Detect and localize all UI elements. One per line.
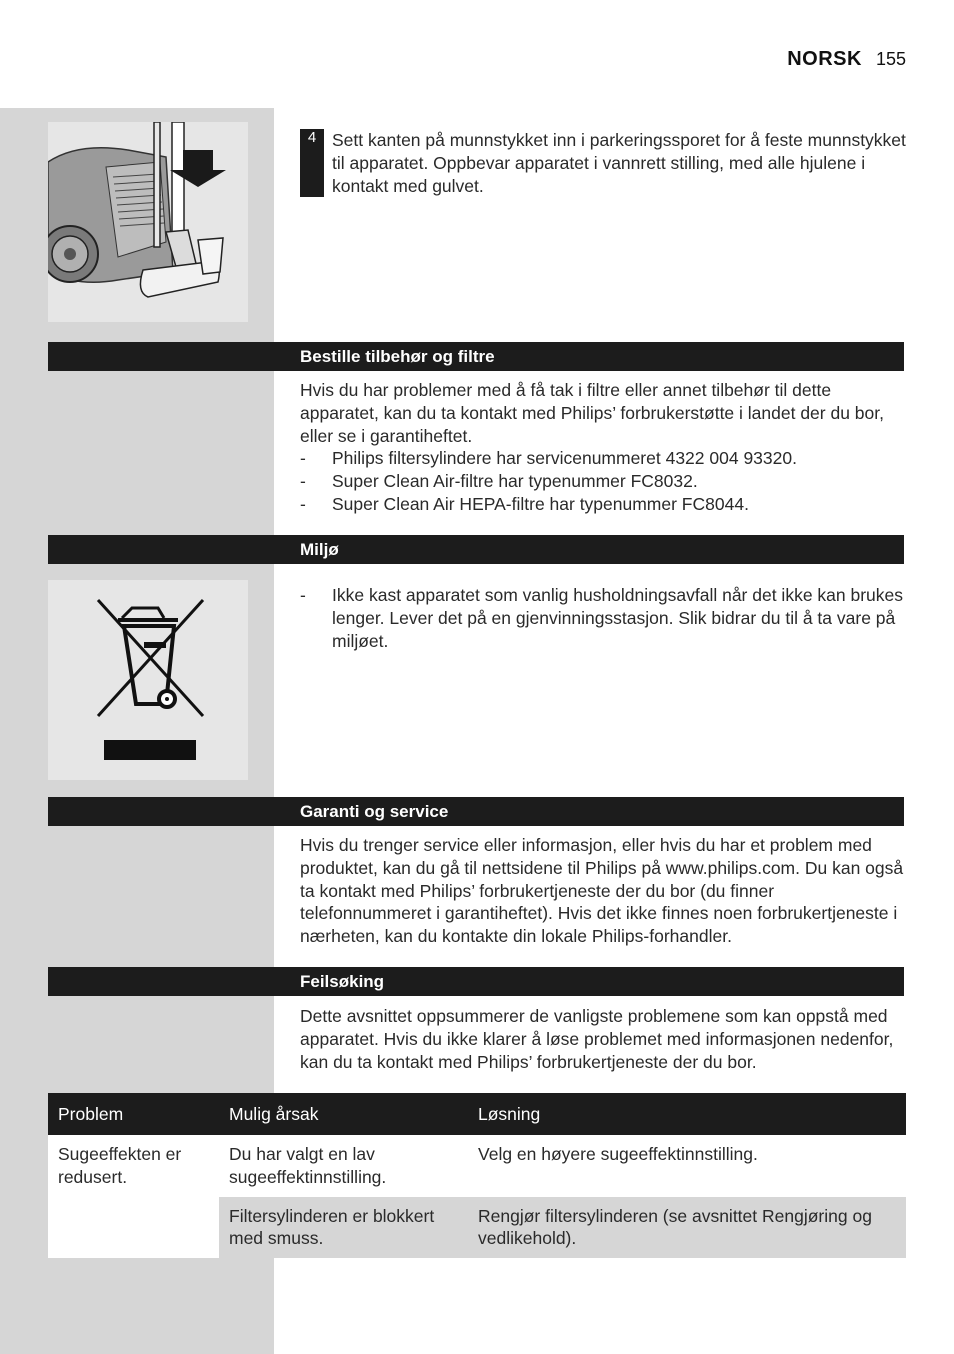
table-cell: Velg en høyere sugeeffektinnstilling. — [468, 1135, 906, 1197]
vacuum-cleaner-icon — [48, 122, 248, 322]
list-item: - Ikke kast apparatet som vanlig husholdningsavfall når det ikke kan brukes lenger. Lever det på en gjenvinningsstasjon. Slik bidrar du til å ta vare på miljøet. — [300, 585, 904, 651]
ordering-content — [300, 379, 906, 516]
table-cell: Sugeeffekten er redusert. — [48, 1135, 219, 1197]
troubleshooting-text: Dette avsnittet oppsummerer de vanligste problemene som kan oppstå med apparatet. Hvis du ikke klarer å løse problemet med informasjonen nedenfor, kan du ta kontakt med Philips’ forbrukertjeneste der du bor. — [300, 1006, 894, 1072]
table-header-row — [48, 1093, 906, 1135]
section-title-environment: Miljø — [300, 540, 339, 559]
column-header-solution: Løsning — [468, 1093, 906, 1135]
section-bar-ordering — [48, 342, 904, 371]
table-cell: Rengjør filtersylinderen (se avsnittet Rengjøring og vedlikehold). — [468, 1197, 906, 1259]
step-4-text: Sett kanten på munnstykket inn i parkeringssporet for å feste munnstykket til apparatet. Oppbevar apparatet i vannrett stilling, med alle hjulene i kontakt med gulvet. — [332, 130, 906, 196]
troubleshooting-table — [48, 1093, 906, 1258]
table-row — [48, 1135, 906, 1197]
page-header — [787, 48, 906, 71]
ordering-intro: Hvis du har problemer med å få tak i filtre eller annet tilbehør til dette apparatet, kan du ta kontakt med Philips’ forbrukerstøtte i landet der du bor, eller se i garantiheftet. — [300, 380, 884, 446]
list-item: - Super Clean Air HEPA-filtre har typenummer FC8044. — [300, 493, 749, 514]
troubleshooting-content — [300, 1005, 906, 1073]
environment-content — [300, 584, 906, 652]
section-bar-environment — [48, 535, 904, 564]
column-header-problem: Problem — [48, 1093, 219, 1135]
figure-notch — [248, 125, 274, 149]
table-cell: Du har valgt en lav sugeeffektinnstilling. — [219, 1135, 468, 1197]
section-title-troubleshooting: Feilsøking — [300, 972, 385, 991]
list-item: - Philips filtersylindere har servicenummeret 4322 004 93320. — [300, 448, 797, 469]
table-row — [48, 1197, 906, 1259]
page-number: 155 — [875, 49, 906, 69]
section-bar-troubleshooting — [48, 967, 904, 996]
guarantee-content — [300, 834, 906, 948]
guarantee-text: Hvis du trenger service eller informasjon, eller hvis du har et problem med produktet, kan du gå til nettsidene til Philips på www.philips.com. Du kan også ta kontakt med Philips’ forbrukertjeneste der du bor (du finner telefonnummeret i garantiheftet). Hvis det ikke finnes noen forbrukertjeneste i nærheten, kan du kontakte din lokale Philips-forhandler. — [300, 835, 904, 947]
table-cell: Filtersylinderen er blokkert med smuss. — [219, 1197, 468, 1259]
figure-notch — [248, 583, 274, 607]
crossed-out-bin-icon — [48, 580, 248, 780]
weee-symbol-figure — [48, 580, 248, 780]
section-title-ordering: Bestille tilbehør og filtre — [300, 347, 495, 366]
step-number-badge: 4 — [300, 129, 324, 197]
list-item: - Super Clean Air-filtre har typenummer FC8032. — [300, 471, 698, 492]
step-4 — [300, 129, 906, 197]
vacuum-parking-illustration — [48, 122, 248, 322]
column-header-cause: Mulig årsak — [219, 1093, 468, 1135]
table-cell — [48, 1197, 219, 1259]
section-bar-guarantee — [48, 797, 904, 826]
language-label: NORSK — [787, 48, 862, 70]
section-title-guarantee: Garanti og service — [300, 802, 449, 821]
